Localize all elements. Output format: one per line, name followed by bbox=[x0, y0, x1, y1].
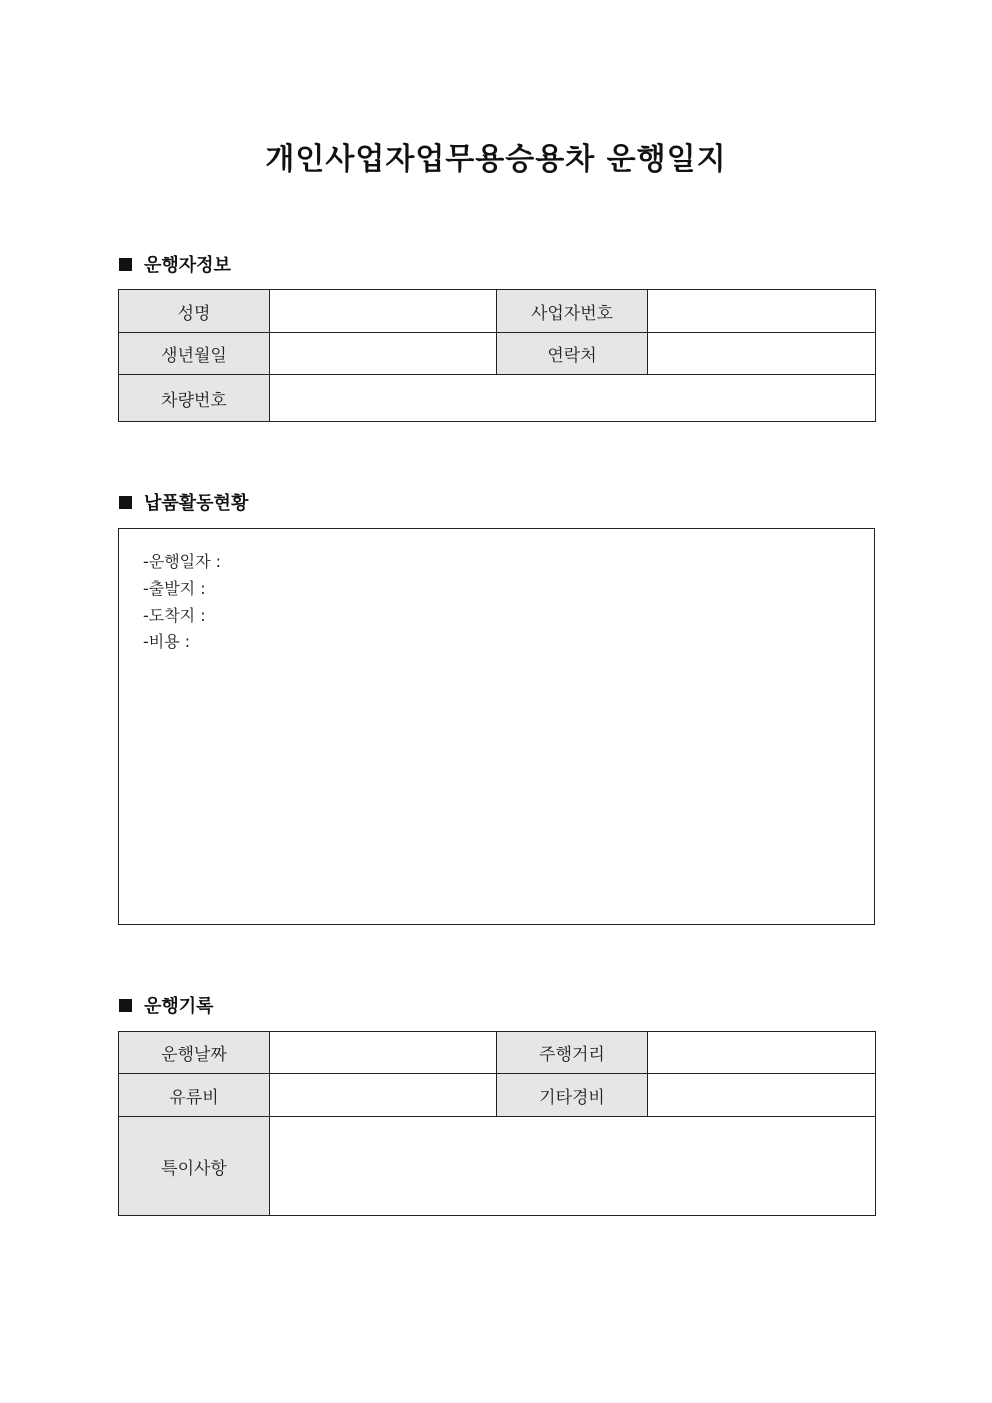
drive-date-label: 운행날짜 bbox=[119, 1032, 270, 1074]
business-number-label: 사업자번호 bbox=[497, 290, 648, 333]
vehicle-number-label: 차량번호 bbox=[119, 375, 270, 422]
other-expense-label: 기타경비 bbox=[497, 1074, 648, 1117]
fuel-cost-label: 유류비 bbox=[119, 1074, 270, 1117]
activity-line-departure: -출발지 : bbox=[143, 579, 206, 598]
remarks-field[interactable] bbox=[270, 1117, 876, 1216]
square-bullet-icon bbox=[119, 496, 132, 509]
section-heading-label: 운행자정보 bbox=[144, 255, 231, 276]
driver-info-table bbox=[118, 289, 876, 422]
section-heading-label: 운행기록 bbox=[144, 996, 214, 1017]
remarks-label: 특이사항 bbox=[119, 1117, 270, 1216]
drive-date-field[interactable] bbox=[270, 1032, 497, 1074]
section-heading-driving-record bbox=[119, 993, 214, 1017]
other-expense-field[interactable] bbox=[648, 1074, 876, 1117]
section-heading-driver-info bbox=[119, 252, 231, 276]
activity-line-drive-date: -운행일자 : bbox=[143, 552, 222, 571]
square-bullet-icon bbox=[119, 999, 132, 1012]
distance-label: 주행거리 bbox=[497, 1032, 648, 1074]
document-title: 개인사업자업무용승용차 운행일지 bbox=[265, 142, 727, 177]
business-number-field[interactable] bbox=[648, 290, 876, 333]
birth-date-field[interactable] bbox=[270, 333, 497, 375]
section-heading-label: 납품활동현황 bbox=[144, 493, 249, 514]
name-field[interactable] bbox=[270, 290, 497, 333]
name-label: 성명 bbox=[119, 290, 270, 333]
driving-record-table bbox=[118, 1031, 876, 1216]
delivery-activity-box[interactable] bbox=[118, 528, 875, 925]
vehicle-number-field[interactable] bbox=[270, 375, 876, 422]
square-bullet-icon bbox=[119, 258, 132, 271]
activity-line-arrival: -도착지 : bbox=[143, 606, 206, 625]
distance-field[interactable] bbox=[648, 1032, 876, 1074]
activity-line-cost: -비용 : bbox=[143, 632, 191, 651]
section-heading-delivery-activity bbox=[119, 490, 248, 514]
contact-label: 연락처 bbox=[497, 333, 648, 375]
fuel-cost-field[interactable] bbox=[270, 1074, 497, 1117]
contact-field[interactable] bbox=[648, 333, 876, 375]
birth-date-label: 생년월일 bbox=[119, 333, 270, 375]
